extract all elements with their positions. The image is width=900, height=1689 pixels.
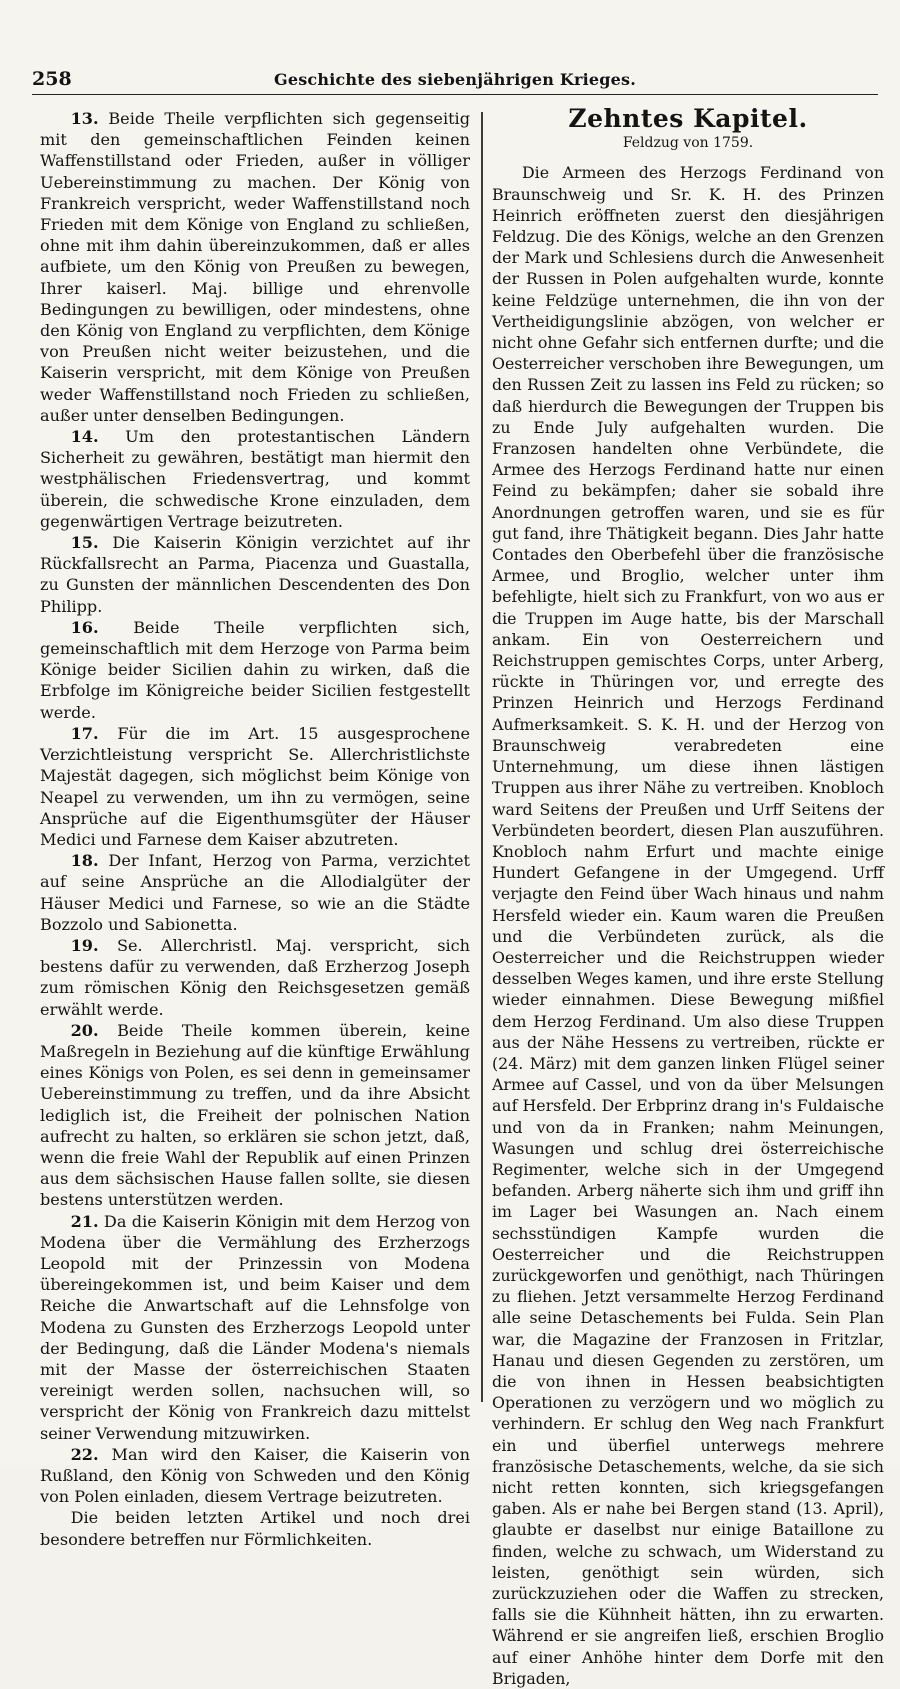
closing-paragraph [40, 1507, 470, 1549]
article-text: Um den protestantischen Ländern Sicherheit zu gewähren, bestätigt man hiermit den westphälischen Friedensvertrag, und kommt überein, die schwedische Krone einzuladen, dem gegenwärtigen Vertrage beizutreten. [40, 427, 470, 531]
article-number: 19. [70, 935, 99, 955]
article-text: Man wird den Kaiser, die Kaiserin von Rußland, den König von Schweden und den König von Polen einladen, diesem Vertrage beizutreten. [40, 1444, 470, 1507]
article-number: 16. [70, 617, 99, 637]
article-paragraph [40, 532, 470, 617]
right-column [492, 104, 884, 1688]
chapter-body: Die Armeen des Herzogs Ferdinand von Braunschweig und Sr. K. H. des Prinzen Heinrich eröffneten zuerst den diesjährigen Feldzug. Die des Königs, welche an den Grenzen der Mark und Schlesiens durch die Anwesenheit der Russen in Polen aufgehalten wurde, konnte keine Feldzüge unternehmen, die ihn von der Vertheidigungslinie abzögen, von welcher er nicht ohne Gefahr sich entfernen durfte; und die Oesterreicher verschoben ihre Bewegungen, um den Russen Zeit zu lassen ins Feld zu rücken; so daß hierdurch die Bewegungen der Truppen bis zu Ende July aufgehalten wurden. Die Franzosen handelten ohne Verbündete, die Armee des Herzogs Ferdinand hatte nur einen Feind zu bekämpfen; daher sie sobald ihre Anordnungen getroffen waren, und sie es für gut fand, ihre Thätigkeit begann. Dies Jahr hatte Contades den Oberbefehl über die französische Armee, und Broglio, welcher unter ihm befehligte, hielt sich zu Frankfurt, von wo aus er die Truppen im Auge hatte, bis der Marschall ankam. Ein von Oesterreichern und Reichstruppen gemischtes Corps, unter Arberg, rückte in Thüringen vor, und erregte des Prinzen Heinrich und Herzogs Ferdinand Aufmerksamkeit. S. K. H. und der Herzog von Braunschweig verabredeten eine Unternehmung, um diese ihnen lästigen Truppen aus ihrer Nähe zu vertreiben. Knobloch ward Seitens der Preußen und Urff Seitens der Verbündeten beordert, diesen Plan auszuführen. Knobloch nahm Erfurt und machte einige Hundert Gefangene in der Umgegend. Urff verjagte den Feind über Wach hinaus und nahm Hersfeld wieder ein. Kaum waren die Preußen und die Verbündeten zurück, als die Oesterreicher und die Reichstruppen wieder desselben Weges kamen, und ihre erste Stellung wieder einnahmen. Diese Bewegung mißfiel dem Herzog Ferdinand. Um also diese Truppen aus der Nähe Hessens zu vertreiben, rückte er (24. März) mit dem ganzen linken Flügel seiner Armee auf Cassel, und von da über Melsungen auf Hersfeld. Der Erbprinz drang in's Fuldaische und von da in Franken; nahm Meinungen, Wasungen und schlug drei österreichische Regimenter, welche sich in der Umgegend befanden. Arberg näherte sich ihm und griff ihn im Lager bei Wasungen an. Nach einem sechsstündigen Kampfe wurden die Oesterreicher und die Reichstruppen zurückgeworfen und genöthigt, nach Thüringen zu fliehen. Jetzt versammelte Herzog Ferdinand alle seine Detaschements bei Fulda. Sein Plan war, die Magazine der Franzosen in Fritzlar, Hanau und diesen Gegenden zu zerstören, um die von ihnen in Hessen beabsichtigten Operationen zu verzögern und wo möglich zu verhindern. Er schlug den Weg nach Frankfurt ein und überfiel unterwegs mehrere französische Detaschements, welche, da sie sich nicht retten konnten, sich kriegsgefangen gaben. Als er nahe bei Bergen stand (13. April), glaubte er daselbst nur einige Bataillone zu finden, welche zu schwach, um Widerstand zu leisten, genöthigt sein würden, sich zurückzuziehen oder die Waffen zu strecken, falls sie die Kühnheit hätten, ihn zu erwarten. Während er sie angreifen ließ, erschien Broglio auf einer Anhöhe hinter dem Dorfe mit den Brigaden, [492, 163, 884, 1688]
article-text: Da die Kaiserin Königin mit dem Herzog von Modena über die Vermählung des Erzherzogs Leopold mit der Prinzessin von Modena übereingekommen ist, und beim Kaiser und dem Reiche die Anwartschaft auf die Lehnsfolge von Modena zu Gunsten des Erzherzogs Leopold unter der Bedingung, daß die Länder Modena's niemals mit der Masse der österreichischen Staaten vereinigt werden sollen, nachsuchen will, so verspricht der König von Frankreich dazu mittelst seiner Verwendung mitzuwirken. [40, 1211, 470, 1443]
article-text: Der Infant, Herzog von Parma, verzichtet auf seine Ansprüche an die Allodialgüter der Häuser Medici und Farnese, so wie an die Städte Bozzolo und Sabionetta. [40, 851, 470, 934]
article-text: Die Kaiserin Königin verzichtet auf ihr Rückfallsrecht an Parma, Piacenza und Guastalla, zu Gunsten der männlichen Descendenten des Don Philipp. [40, 533, 470, 616]
article-paragraph [40, 617, 470, 723]
article-number: 22. [70, 1444, 99, 1464]
article-number: 13. [70, 109, 99, 128]
article-number: 21. [70, 1211, 99, 1231]
page-header [32, 64, 878, 95]
article-paragraph [40, 850, 470, 935]
article-number: 17. [70, 723, 99, 743]
article-text: Beide Theile verpflichten sich, gemeinschaftlich mit dem Herzoge von Parma beim Könige beider Sicilien dahin zu wirken, daß die Erbfolge im Königreiche beider Sicilien festgestellt werde. [40, 617, 470, 722]
left-column [40, 108, 471, 1549]
article-text: Beide Theile verpflichten sich gegenseitig mit den gemeinschaftlichen Feinden keinen Waffenstillstand oder Frieden, außer in völliger Uebereinstimmung zu machen. Der König von Frankreich verspricht, weder Waffenstillstand noch Frieden mit dem Könige von England zu schließen, ohne mit ihm dahin übereinzukommen, daß er alles aufbiete, um den König von Preußen zu bewegen, Ihrer kaiserl. Maj. billige und ehrenvolle Bedingungen zu bewilligen, oder mindestens, ohne den König von England zu verpflichten, dem Könige von Preußen nicht weiter beizustehen, und die Kaiserin verspricht, mit dem Könige von Preußen weder Waffenstillstand noch Frieden zu schließen, außer unter denselben Bedingungen. [40, 109, 471, 425]
article-number: 18. [70, 851, 99, 871]
chapter-title: Zehntes Kapitel. [568, 104, 808, 133]
article-paragraph [40, 426, 470, 532]
article-number: 20. [70, 1020, 99, 1040]
article-paragraph [40, 935, 470, 1020]
article-number: 15. [70, 533, 99, 553]
page-number: 258 [32, 68, 72, 90]
article-paragraph [40, 723, 470, 850]
article-text: Für die im Art. 15 ausgesprochene Verzichtleistung verspricht Se. Allerchristlichste Majestät dagegen, sich möglichst beim Könige von Neapel zu verwenden, um ihn zu vermögen, seine Ansprüche auf die Eigenthumsgüter der Häuser Medici und Farnese dem Kaiser abzutreten. [40, 723, 470, 849]
article-number: 14. [70, 427, 99, 447]
column-divider [481, 112, 483, 1402]
running-title: Geschichte des siebenjährigen Krieges. [273, 70, 637, 89]
article-paragraph [40, 108, 470, 426]
article-text: Se. Allerchristl. Maj. verspricht, sich bestens dafür zu verwenden, daß Erzherzog Joseph zum römischen König den Reichsgesetzen gemäß erwählt werde. [40, 935, 470, 1019]
chapter-subtitle: Feldzug von 1759. [622, 135, 754, 152]
closing-text: Die beiden letzten Artikel und noch drei besondere betreffen nur Förmlichkeiten. [40, 1508, 470, 1549]
article-text: Beide Theile kommen überein, keine Maßregeln in Beziehung auf die künftige Erwählung eines Königs von Polen, es sei denn in gemeinsamer Uebereinstimmung zu treffen, und da ihre Absicht lediglich ist, die Freiheit der polnischen Nation aufrecht zu halten, so erklären sie schon jetzt, daß, wenn die freie Wahl der Republik auf einen Prinzen aus dem sächsischen Hause fallen sollte, sie diesen bestens unterstützen werden. [40, 1020, 470, 1210]
article-paragraph [40, 1020, 470, 1211]
article-paragraph [40, 1444, 470, 1508]
article-paragraph [40, 1211, 470, 1444]
